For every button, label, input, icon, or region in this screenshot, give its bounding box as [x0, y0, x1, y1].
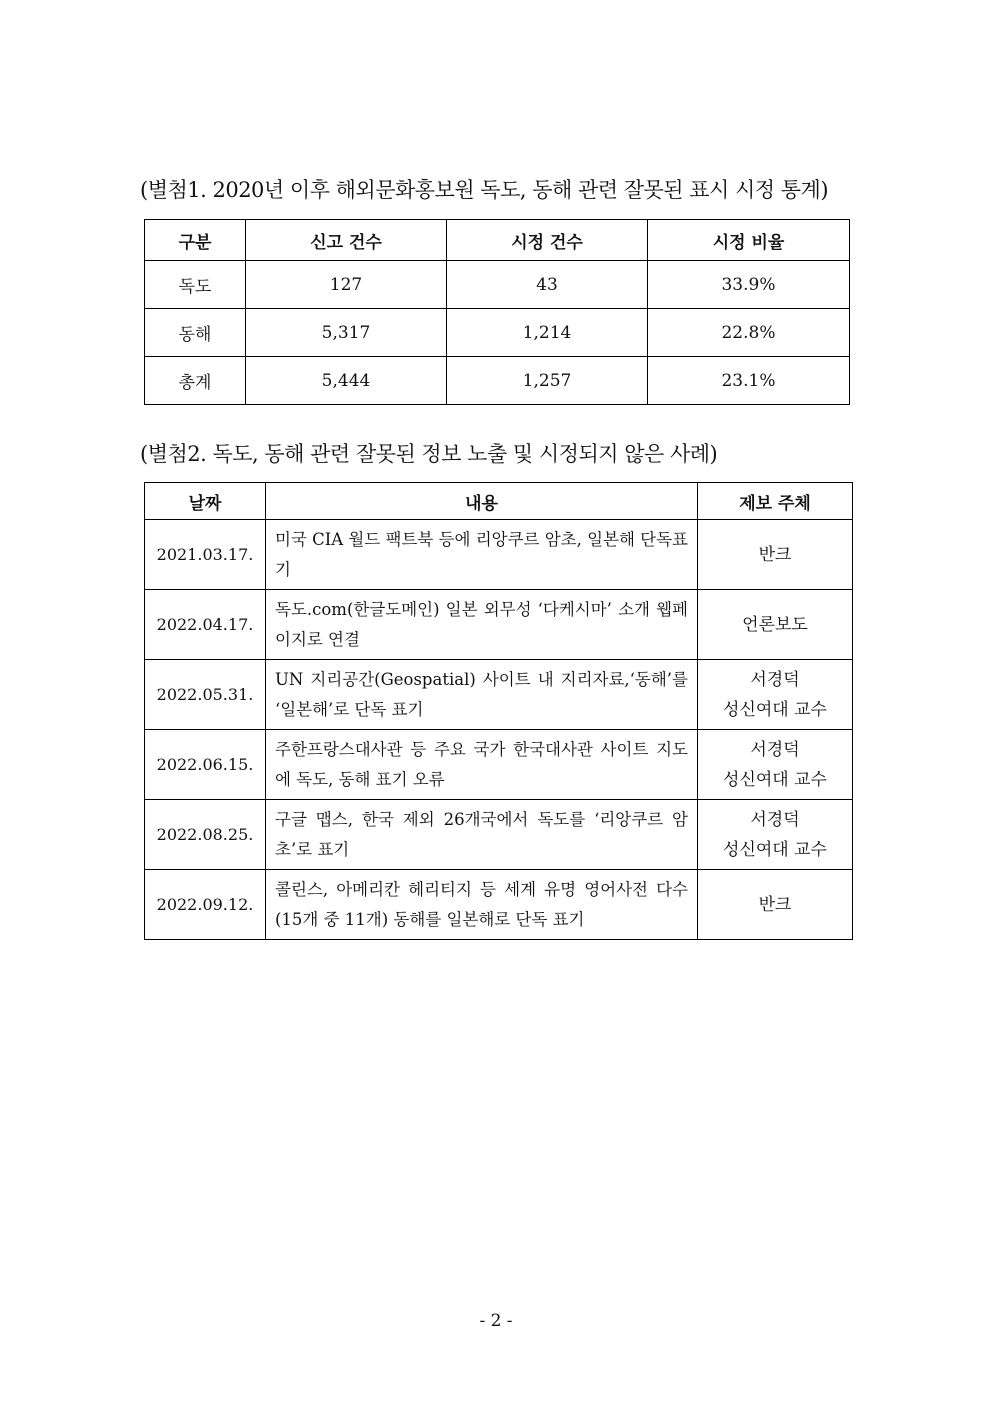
source-line: 언론보도	[742, 614, 808, 635]
row-corrections: 1,257	[447, 357, 648, 405]
row-reports: 127	[246, 261, 447, 309]
case-content: 구글 맵스, 한국 제외 26개국에서 독도를 ‘리앙쿠르 암초’로 표기	[266, 800, 698, 870]
correction-stats-table	[144, 219, 850, 405]
table-header-row	[145, 483, 853, 520]
case-date: 2022.09.12.	[145, 870, 266, 940]
case-content: 콜린스, 아메리칸 헤리티지 등 세계 유명 영어사전 다수(15개 중 11개) 동해를 일본해로 단독 표기	[266, 870, 698, 940]
source-line: 서경덕	[750, 739, 800, 760]
row-corrections: 1,214	[447, 309, 648, 357]
case-date: 2022.08.25.	[145, 800, 266, 870]
row-reports: 5,444	[246, 357, 447, 405]
case-source	[698, 520, 853, 590]
table-row	[145, 730, 853, 800]
page-number: - 2 -	[479, 1311, 513, 1331]
table-row	[145, 520, 853, 590]
case-date: 2022.04.17.	[145, 590, 266, 660]
source-line: 성신여대 교수	[723, 769, 827, 790]
section1-title: (별첨1. 2020년 이후 해외문화홍보원 독도, 동해 관련 잘못된 표시 시정 통계)	[140, 178, 829, 202]
table-row	[145, 261, 850, 309]
case-date: 2021.03.17.	[145, 520, 266, 590]
row-corrections: 43	[447, 261, 648, 309]
case-source	[698, 660, 853, 730]
row-category: 총계	[145, 357, 246, 405]
table-row	[145, 660, 853, 730]
table-header-row	[145, 220, 850, 261]
col-header-date: 날짜	[145, 483, 266, 520]
col-header-category: 구분	[145, 220, 246, 261]
case-content: UN 지리공간(Geospatial) 사이트 내 지리자료,‘동해’를 ‘일본해’로 단독 표기	[266, 660, 698, 730]
cases-table	[144, 482, 853, 940]
section2-title: (별첨2. 독도, 동해 관련 잘못된 정보 노출 및 시정되지 않은 사례)	[140, 442, 718, 466]
case-content: 독도.com(한글도메인) 일본 외무성 ‘다케시마’ 소개 웹페이지로 연결	[266, 590, 698, 660]
table-row	[145, 309, 850, 357]
col-header-reports: 신고 건수	[246, 220, 447, 261]
source-line: 반크	[758, 544, 792, 565]
case-content: 미국 CIA 월드 팩트북 등에 리앙쿠르 암초, 일본해 단독표기	[266, 520, 698, 590]
row-category: 독도	[145, 261, 246, 309]
source-line: 반크	[758, 894, 792, 915]
case-date: 2022.05.31.	[145, 660, 266, 730]
source-line: 서경덕	[750, 669, 800, 690]
source-line: 성신여대 교수	[723, 699, 827, 720]
row-reports: 5,317	[246, 309, 447, 357]
col-header-source: 제보 주체	[698, 483, 853, 520]
case-source	[698, 870, 853, 940]
col-header-corrections: 시정 건수	[447, 220, 648, 261]
table-row	[145, 590, 853, 660]
row-ratio: 33.9%	[648, 261, 850, 309]
table-row-total	[145, 357, 850, 405]
row-ratio: 23.1%	[648, 357, 850, 405]
table-row	[145, 800, 853, 870]
case-content: 주한프랑스대사관 등 주요 국가 한국대사관 사이트 지도에 독도, 동해 표기 오류	[266, 730, 698, 800]
case-source	[698, 800, 853, 870]
case-date: 2022.06.15.	[145, 730, 266, 800]
row-category: 동해	[145, 309, 246, 357]
case-source	[698, 590, 853, 660]
col-header-content: 내용	[266, 483, 698, 520]
row-ratio: 22.8%	[648, 309, 850, 357]
source-line: 서경덕	[750, 809, 800, 830]
source-line: 성신여대 교수	[723, 839, 827, 860]
table-row	[145, 870, 853, 940]
case-source	[698, 730, 853, 800]
col-header-ratio: 시정 비율	[648, 220, 850, 261]
